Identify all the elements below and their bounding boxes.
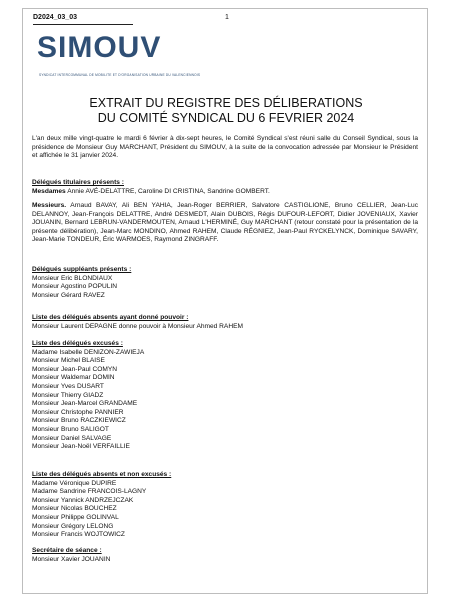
section-pouvoir <box>32 314 418 331</box>
messieurs-label: Messieurs. <box>32 202 67 209</box>
messieurs-list: Arnaud BAVAY, Ali BEN YAHIA, Jean-Roger BERRIER, Salvatore CASTIGLIONE, Bruno CELLIER, Jean-Luc DELANNOY, Jean-François DELATTRE, André DESMEDT, Alain DUBOIS, Régis DUFOUR-LEFORT, Didier JOVENIAUX, Xavier JOUANIN, Bernard LEBRUN-VANDERMOUTEN, Arnaud L'HERMINÉ, Guy MARCHANT (retour constaté pour la présentation de la présente délibération), Jean-Marc MONDINO, Ahmed RAHEM, Claude RÉGNIEZ, Jean-Paul RYCKELYNCK, Dominique SAVARY, Jean-Marie TONDEUR, Éric WARMOES, Raymond ZINGRAFF. <box>32 202 419 244</box>
list-item: Madame Sandrine FRANCOIS-LAGNY <box>32 488 147 496</box>
header-rule <box>33 24 133 25</box>
section-heading: Liste des délégués absents ayant donné pouvoir : <box>32 314 189 321</box>
document-reference: D2024_03_03 <box>33 14 77 21</box>
list-item: Monsieur Xavier JOUANIN <box>32 555 111 563</box>
list-item: Monsieur Michel BLAISE <box>32 357 105 365</box>
list-item: Monsieur Jean-Noël VERFAILLIE <box>32 443 130 451</box>
list-item: Monsieur Daniel SALVAGE <box>32 434 112 442</box>
mesdames-list: Annie AVÉ-DELATTRE, Caroline DI CRISTINA, Sandrine GOMBERT. <box>67 187 270 195</box>
section-titulaires-heading-block <box>32 179 418 196</box>
list-item: Madame Isabelle DENIZON-ZAWIEJA <box>32 348 145 356</box>
section-non-excuses <box>32 471 418 540</box>
section-titulaires-messieurs <box>32 202 418 245</box>
logo-wordmark: SIMOUV <box>37 31 162 64</box>
section-suppleants <box>32 266 418 300</box>
section-excuses <box>32 340 418 452</box>
list-item: Monsieur Waldemar DOMIN <box>32 374 115 382</box>
list-item: Monsieur Bruno RACZKIEWICZ <box>32 417 126 425</box>
list-item: Monsieur Agostino POPULIN <box>32 283 118 291</box>
list-item: Monsieur Grégory LELONG <box>32 522 114 530</box>
list-item: Monsieur Bruno SALIGOT <box>32 425 109 433</box>
section-heading: Liste des délégués absents et non excusés : <box>32 471 172 478</box>
document-title-line-2: DU COMITÉ SYNDICAL DU 6 FEVRIER 2024 <box>97 111 355 125</box>
intro-paragraph: L'an deux mille vingt-quatre le mardi 6 février à dix-sept heures, le Comité Syndical s'est réuni salle du Conseil Syndical, sous la présidence de Monsieur Guy MARCHANT, Président du SIMOUV, à la suite de la convocation adressée par Monsieur le Président et affichée le 31 janvier 2024. <box>32 135 418 160</box>
section-heading: Secrétaire de séance : <box>32 547 102 554</box>
list-item: Monsieur Philippe GOLINVAL <box>32 513 119 521</box>
section-secretaire <box>32 547 418 564</box>
simouv-logo <box>37 31 227 81</box>
section-heading: Délégués titulaires présents : <box>32 179 124 186</box>
list-item: Monsieur Yannick ANDRZEJCZAK <box>32 496 134 504</box>
list-item: Monsieur Eric BLONDIAUX <box>32 274 113 282</box>
logo-tagline: SYNDICAT INTERCOMMUNAL DE MOBILITE ET D'ORGANISATION URBAINE DU VALENCIENNOIS <box>39 73 201 77</box>
section-heading: Liste des délégués excusés : <box>32 340 123 347</box>
list-item: Monsieur Nicolas BOUCHEZ <box>32 505 117 513</box>
list-item: Monsieur Christophe PANNIER <box>32 408 124 416</box>
section-heading: Délégués suppléants présents : <box>32 266 132 273</box>
list-item: Monsieur Gérard RAVEZ <box>32 291 105 299</box>
document-title-line-1: EXTRAIT DU REGISTRE DES DÉLIBERATIONS <box>89 96 363 110</box>
list-item: Monsieur Yves DUSART <box>32 382 104 390</box>
list-item: Monsieur Laurent DEPAGNE donne pouvoir à Monsieur Ahmed RAHEM <box>32 322 243 330</box>
list-item: Monsieur Jean-Paul COMYN <box>32 365 118 373</box>
list-item: Monsieur Jean-Marcel GRANDAME <box>32 400 138 408</box>
page-number: 1 <box>225 14 229 21</box>
document-page <box>22 8 428 594</box>
list-item: Monsieur Francis WOJTOWICZ <box>32 531 125 539</box>
mesdames-label: Mesdames <box>32 187 66 195</box>
list-item: Madame Véronique DUPIRE <box>32 479 117 487</box>
list-item: Monsieur Thierry GIADZ <box>32 391 104 399</box>
